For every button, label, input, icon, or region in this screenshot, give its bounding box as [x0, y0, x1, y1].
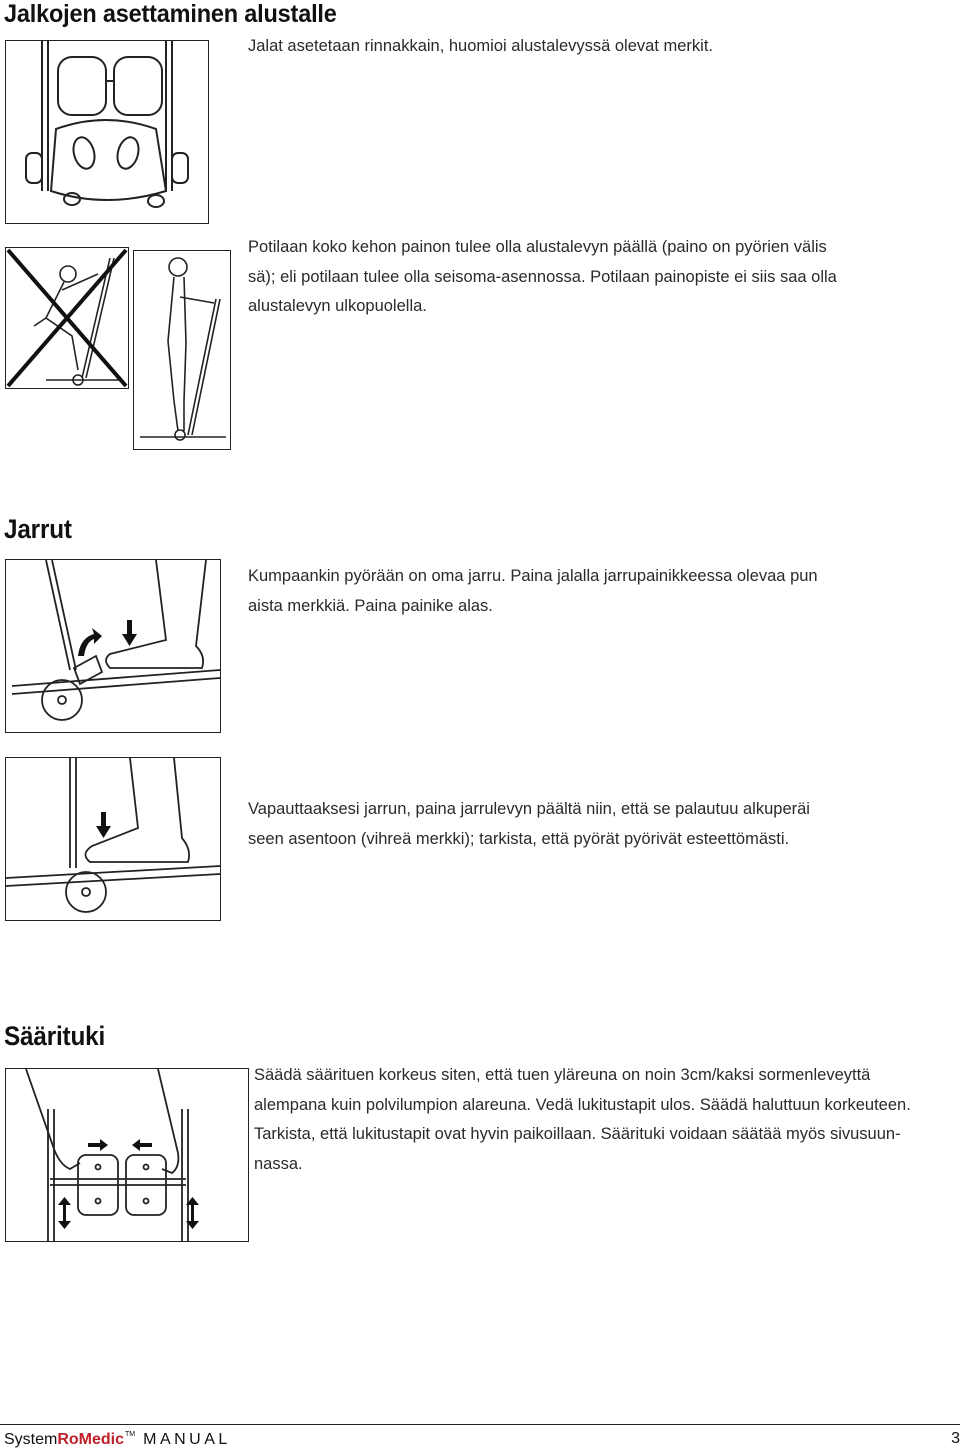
feet-text-2: Potilaan koko kehon painon tulee olla alustalevyn päällä (paino on pyörien välis sä); eli potilaan tulee olla seisoma-asennossa. Potilaan painopiste ei siis saa olla alustalevyn ulkopuolella.: [248, 238, 837, 315]
section-title-brakes: Jarrut: [4, 514, 72, 544]
illustration-footplate: [5, 40, 209, 224]
section-title-shin-support: Säärituki: [4, 1021, 106, 1051]
illustration-brake-on: [5, 559, 221, 733]
arrow-down-icon: [96, 812, 111, 838]
illustration-brake-release: [5, 757, 221, 921]
illustration-correct-posture: [133, 250, 231, 450]
brakes-text-1: Kumpaankin pyörään on oma jarru. Paina jalalla jarrupainikkeessa olevaa pun aista merkkiä. Paina painike alas.: [248, 567, 818, 615]
illustration-shin-support: [5, 1068, 249, 1242]
cross-icon: [8, 250, 126, 386]
feet-text-1: Jalat asetetaan rinnakkain, huomioi alustalevyssä olevat merkit.: [248, 37, 713, 55]
arrow-horizontal-icon: [88, 1139, 152, 1151]
brand-romedic: RoMedic: [57, 1431, 125, 1448]
brand-manual: MANUAL: [143, 1431, 231, 1448]
curved-arrow-icon: [78, 628, 102, 656]
footer-divider: [0, 1424, 960, 1425]
section-title-feet: Jalkojen asettaminen alustalle: [4, 0, 337, 28]
brand-system: System: [4, 1431, 58, 1448]
footer-brand: [4, 1431, 231, 1449]
page-number: 3: [951, 1430, 960, 1447]
arrow-down-icon: [122, 620, 137, 646]
illustration-wrong-posture: [5, 247, 129, 389]
brakes-text-2: Vapauttaaksesi jarrun, paina jarrulevyn päältä niin, että se palautuu alkuperäi seen asentoon (vihreä merkki); tarkista, että pyörät pyörivät esteettömästi.: [248, 800, 810, 848]
brand-trademark: TM: [125, 1431, 136, 1438]
shin-text: Säädä säärituen korkeus siten, että tuen yläreuna on noin 3cm/kaksi sormenleveyttä alempana kuin polvilumpion alareuna. Vedä lukitustapit ulos. Säädä haluttuun korkeuteen. Tarkista, että lukitustapit ovat hyvin paikoillaan. Säärituki voidaan säätää myös sivusuun- nassa.: [254, 1066, 911, 1173]
